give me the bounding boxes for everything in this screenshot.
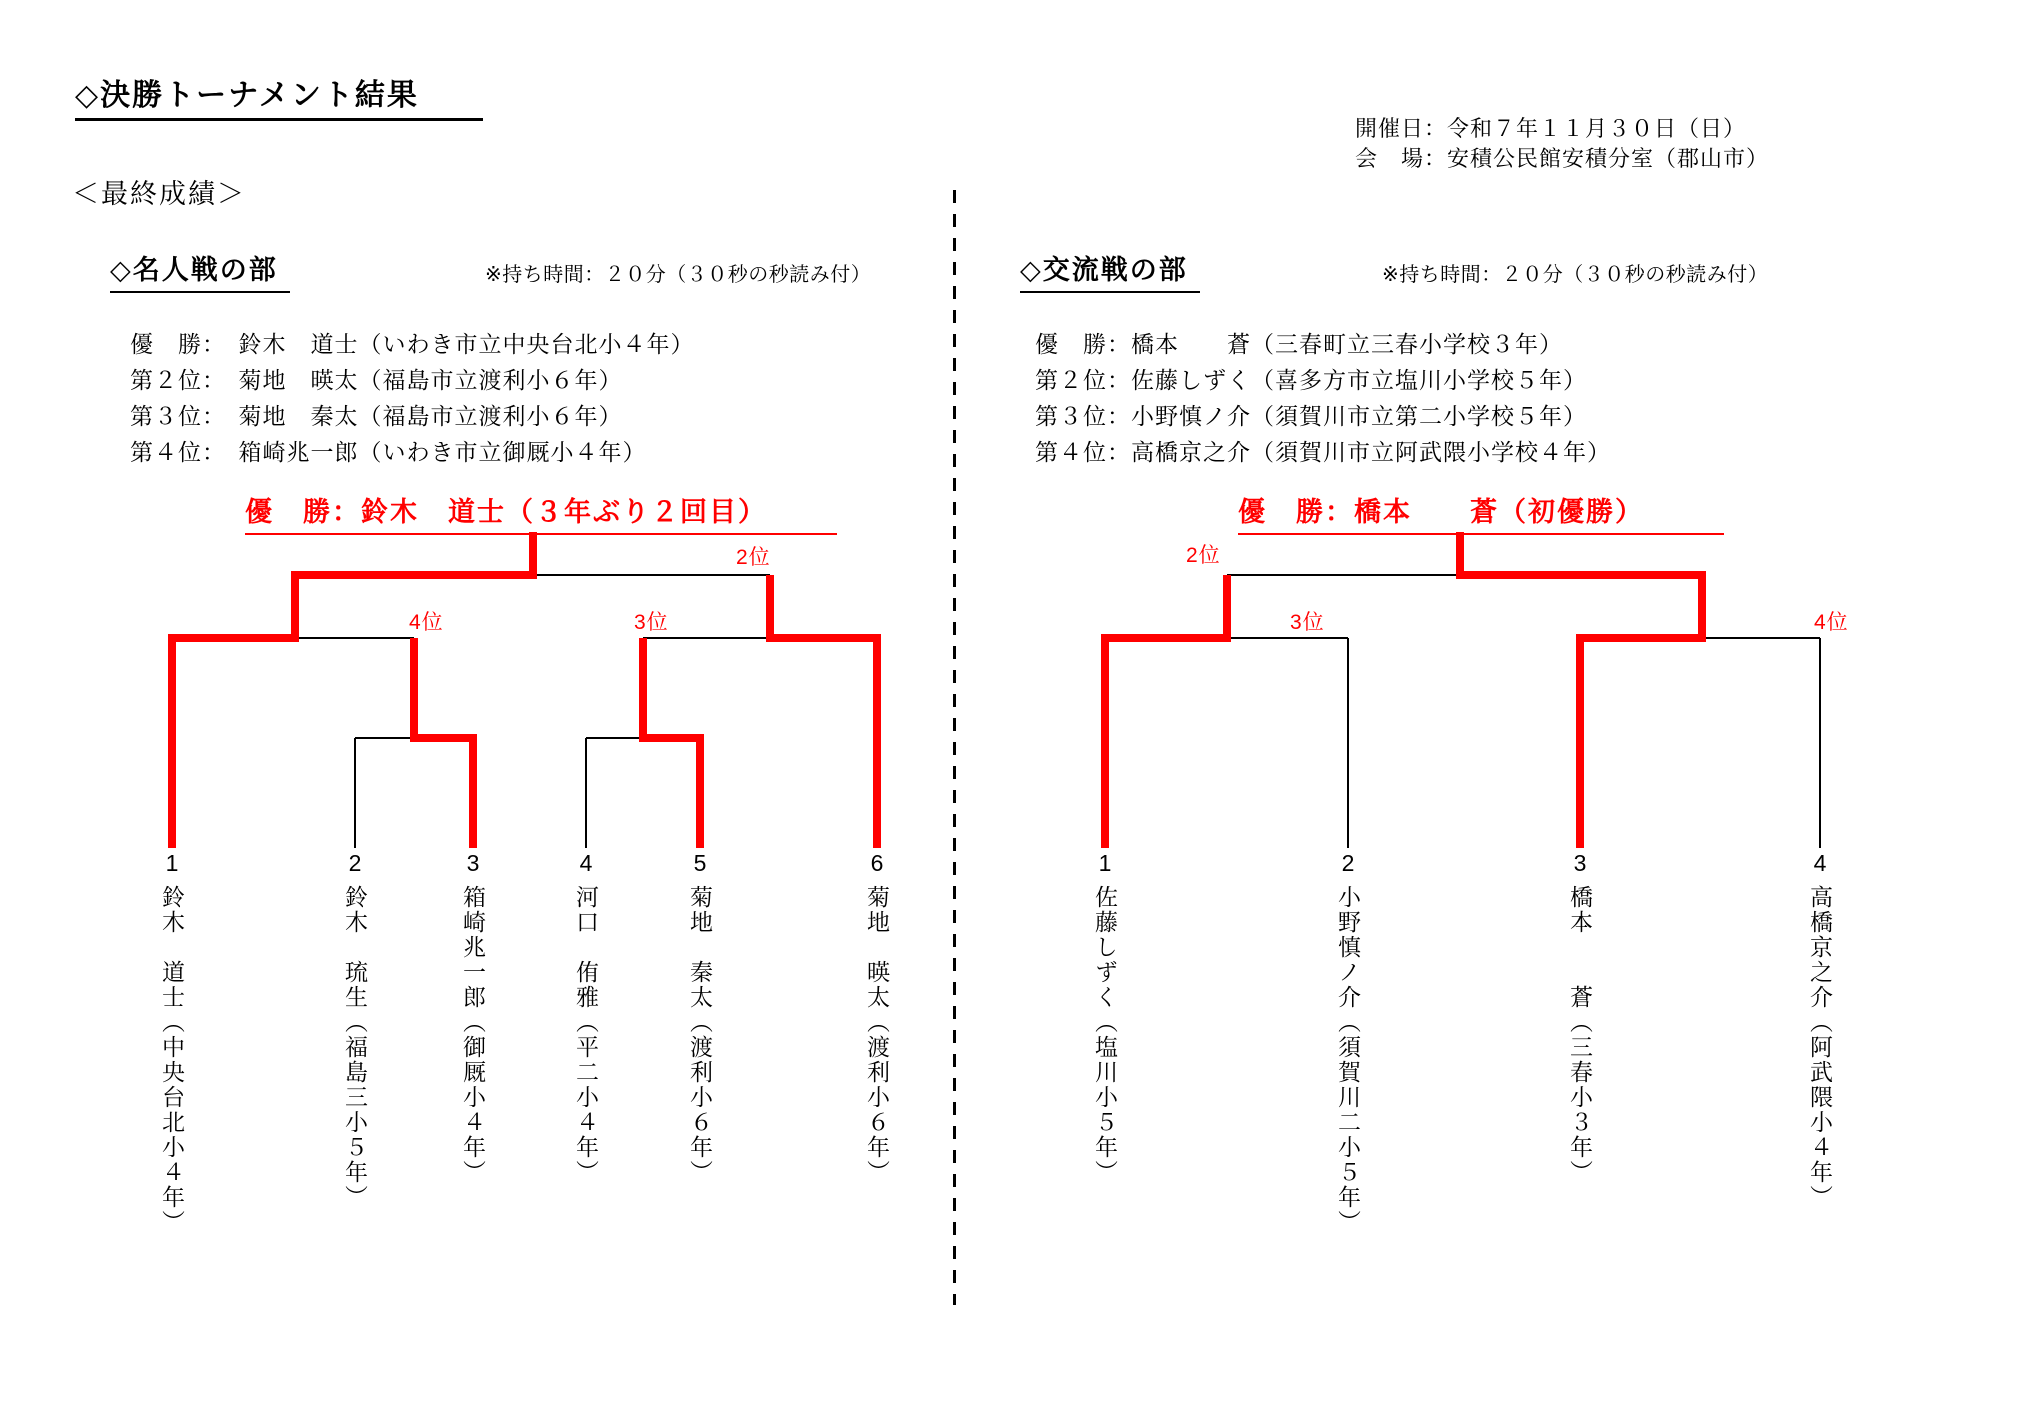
left-bracket-second-place-path: [770, 575, 877, 848]
player-name: 橋本 蒼（三春小３年）: [1567, 885, 1593, 1185]
standing-line: 優 勝： 鈴木 道士（いわき市立中央台北小４年）: [130, 331, 695, 357]
player-name: 高橋京之介（阿武隈小４年）: [1807, 885, 1833, 1210]
player-column: [338, 850, 372, 1210]
event-date-line: 開催日：令和７年１１月３０日（日）: [1355, 116, 1747, 141]
player-number: 3: [1573, 850, 1587, 876]
player-column: [860, 850, 894, 1185]
standing-line: 第４位：高橋京之介（須賀川市立阿武隈小学校４年）: [1035, 439, 1611, 465]
player-number: 2: [1341, 850, 1355, 876]
left-bracket-third-place-path: [643, 638, 700, 848]
standing-line: 第４位： 箱崎兆一郎（いわき市立御厩小４年）: [130, 439, 647, 465]
section-heading-meijin: ◇名人戦の部: [110, 248, 290, 293]
player-number: 1: [165, 850, 179, 876]
right-bracket-champion-path: [1460, 532, 1702, 848]
player-name: 箱崎兆一郎（御厩小４年）: [460, 885, 486, 1185]
player-column: [1331, 850, 1365, 1235]
standing-line: 第２位：佐藤しずく（喜多方市立塩川小学校５年）: [1035, 367, 1587, 393]
player-name: 河口 侑雅（平二小４年）: [573, 885, 599, 1185]
standing-line: 第３位： 菊地 秦太（福島市立渡利小６年）: [130, 403, 623, 429]
place-label-fourth: 4位: [409, 611, 444, 634]
right-bracket-second-place-path: [1105, 575, 1227, 848]
champion-banner-kouryuu: 優 勝：橋本 蒼（初優勝）: [1238, 490, 1724, 535]
player-name: 鈴木 琉生（福島三小５年）: [342, 885, 368, 1210]
place-label-second: 2位: [1186, 544, 1221, 567]
player-number: 6: [870, 850, 884, 876]
place-label-third: 3位: [634, 611, 669, 634]
player-number: 3: [466, 850, 480, 876]
time-note-kouryuu: ※持ち時間：２０分（３０秒の秒読み付）: [1382, 264, 1769, 286]
player-column: [1088, 850, 1122, 1185]
page-title: ◇決勝トーナメント結果: [75, 70, 483, 121]
player-number: 1: [1098, 850, 1112, 876]
place-label-second: 2位: [736, 546, 771, 569]
section-heading-kouryuu: ◇交流戦の部: [1020, 248, 1200, 293]
player-column: [683, 850, 717, 1185]
player-column: [1563, 850, 1597, 1185]
player-name: 小野慎ノ介（須賀川二小５年）: [1335, 885, 1361, 1235]
bracket-lines: [0, 528, 2024, 858]
left-bracket-champion-path: [172, 532, 533, 848]
player-name: 佐藤しずく（塩川小５年）: [1092, 885, 1118, 1185]
player-column: [155, 850, 189, 1235]
player-name: 鈴木 道士（中央台北小４年）: [159, 885, 185, 1235]
player-number: 4: [1813, 850, 1827, 876]
time-note-meijin: ※持ち時間：２０分（３０秒の秒読み付）: [485, 264, 872, 286]
player-column: [569, 850, 603, 1185]
venue-line: 会 場：安積公民館安積分室（郡山市）: [1355, 146, 1770, 171]
champion-banner-meijin: 優 勝：鈴木 道士（３年ぶり２回目）: [245, 490, 837, 535]
place-label-fourth: 4位: [1814, 611, 1849, 634]
standing-line: 第３位：小野慎ノ介（須賀川市立第二小学校５年）: [1035, 403, 1587, 429]
standing-line: 優 勝：橋本 蒼（三春町立三春小学校３年）: [1035, 331, 1563, 357]
player-number: 2: [348, 850, 362, 876]
left-bracket-fourth-place-path: [414, 638, 473, 848]
place-label-third: 3位: [1290, 611, 1325, 634]
player-number: 5: [693, 850, 707, 876]
player-number: 4: [579, 850, 593, 876]
standing-line: 第２位： 菊地 暎太（福島市立渡利小６年）: [130, 367, 623, 393]
player-column: [456, 850, 490, 1185]
final-results-heading: ＜最終成績＞: [72, 179, 246, 209]
player-name: 菊地 暎太（渡利小６年）: [864, 885, 890, 1185]
player-column: [1803, 850, 1837, 1210]
player-name: 菊地 秦太（渡利小６年）: [687, 885, 713, 1185]
